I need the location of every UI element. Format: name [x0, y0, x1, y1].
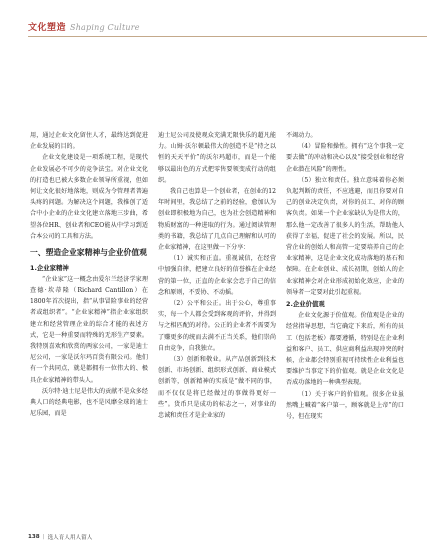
paragraph: （4）冒险和操性。拥有“这个事我一定要去做”的冲动和决心以及“接受创业和经营企业潜在风险”的理性。: [286, 143, 404, 173]
header-rule: [28, 36, 427, 37]
section-heading: 一、塑造企业家精神与企业价值观: [30, 248, 147, 258]
paragraph: 我自己也算是一个创业者，在创业的12年时间里，我总结了之前的经验，愈加认为创业即积极地为自己，也为社会创造精神和物质财富的一种进取的行为。通过阅读管理类的书籍，我总结了几点自己理解和认可的企业家精神，在这里做一下分享：: [158, 188, 276, 252]
paragraph: 迪士尼公司及使观众充满无限快乐的超凡能力。山姆·沃尔顿最伟大的创造不是“持之以恒的天天平价”的沃尔玛超市，而是一个能够以最出色的方式把零售要领变成行动的组织。: [158, 132, 276, 184]
subsection-heading: 2.企业价值观: [286, 300, 325, 309]
paragraph: 用，通过企业文化留住人才，最终达到促进企业发展的目的。: [30, 132, 148, 151]
section-header: [28, 20, 140, 34]
magazine-name: 选人育人用人留人: [47, 535, 93, 541]
page-footer: [28, 533, 92, 541]
subsection-heading: 1.企业家精神: [30, 263, 69, 272]
paragraph: 沃尔特·迪士尼是伟大的贡献不是众多经典人口的经典电影，也不是风靡全球的迪士尼乐园，而是: [30, 387, 148, 418]
section-title-en: Shaping Culture: [70, 23, 140, 32]
text-column-3: [286, 130, 404, 422]
paragraph: （2）公平和公正。出于公心，尊重事实，每一个人都会受到客观的评价，并得到与之相匹配的对待。公正的企业者不需要为了赚更多的统而去满不正当关系，他们崇尚自由竞争，自我独立。: [158, 300, 276, 352]
section-title-cn: 文化塑造: [28, 23, 67, 33]
footer-separator: |: [42, 534, 45, 540]
paragraph: “企业家”这一概念由爱尔兰经济学家理查德·坎蒂隆（Richard Cantillon）在1800年首次提出，指“从事冒险事业的经营者或组织者”。“企业家精神”指企业家组织建立和经营管理企业的综合才能的表述方式，它是一种重要而特殊的无形生产要素。我特别喜欢和欣赏的两家公司，一家是迪士尼公司，一家是沃尔玛百货有限公司。他们有一个共同点，就是都拥有一位伟大的、极具企业家精神的带头人。: [30, 275, 148, 384]
paragraph: 企业文化源于价值观。价值观是企业的经营指导思想，当它确定下来后，所有的员工（包括老板）都要遵循，特别是在企业利益和客户、员工、供应商利益出现冲突的时候，企业都会特别重视可持续性企业利益也要维护当事定下的价值观。就是企业文化是否成功落地的一种典型表现。: [286, 312, 404, 387]
text-column-1: [30, 130, 148, 419]
paragraph: （1）关于客户的价值观。很多企业虽然嘴上喊着“客户第一，顾客就是上帝”的口号，但在现实: [286, 390, 404, 421]
paragraph: （3）创新和敬业。从产品创新到技术创新、市场创新、组织形式创新、商业模式创新等，创新精神的实质是“做不同的事，而不仅仅是将已经做过的事做得更好一些”。货币只是成功的标志之一，对事业的忠诚和责任才是企业家的: [158, 356, 276, 420]
page-number: 138: [28, 534, 40, 540]
paragraph: 企业文化建设是一项系统工程，是现代企业发展必不可少的竞争法宝。对企业文化的打造也已被大多数企业领导所重视，但如何让文化很好地落地，则成为令管理者普遍头疼的问题。为解决这个问题，我推创了适合中小企业的企业文化建立落地三步曲，希望各位HR、创业者和CEO能从中学习到适合本公司的工具和方法。: [30, 154, 148, 240]
paragraph: 不竭动力。: [286, 132, 317, 139]
text-column-2: [158, 130, 276, 421]
paragraph: （5）独立和责任。独立意味着你必须负起判断的责任，不应逃避，而且你要对自己的创业决定负责，对你的员工、对你的顾客负责。如果一个企业家缺认为是伟大的，那么他一定改善了很多人的生活，帮助他人获得了幸福，促进了社会的发展。所以，民营企业的创始人和高管一定要培养自己的企业家精神，这是企业文化成功落地的基石和保障。在企业创业、成长初期，创始人的企业家精神会对企业形成初始化效应，企业的领导者一定要对此引起重视。: [286, 176, 404, 296]
paragraph: （1）诚实和正直。重视诚信，在经营中加强自律，把建立良好的信誉推在企业经营的第一位，正直的企业家会忠于自己的信念和原则，不妥协、不动摇。: [158, 255, 276, 296]
